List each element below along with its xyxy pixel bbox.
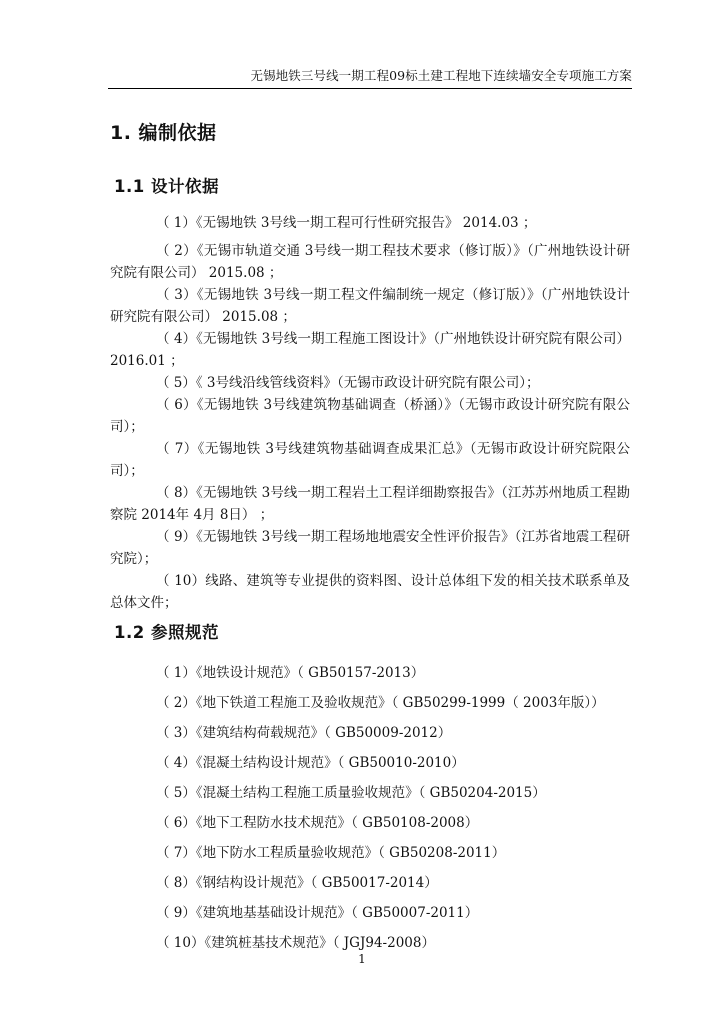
list-item: （ 1）《无锡地铁 3号线一期工程可行性研究报告》 2014.03 ； bbox=[156, 215, 537, 231]
list-item: （ 7）《地下防水工程质量验收规范》（ GB50208-2011） bbox=[156, 845, 506, 861]
list-item: （ 3）《建筑结构荷载规范》（ GB50009-2012） bbox=[156, 725, 452, 741]
list-item: （ 10）《建筑桩基技术规范》（ JGJ94-2008） bbox=[156, 935, 435, 951]
list-item: （ 6）《地下工程防水技术规范》（ GB50108-2008） bbox=[156, 815, 479, 831]
reference-standards-list bbox=[110, 658, 630, 958]
section-heading-1-2: 1.2 参照规范 bbox=[114, 623, 219, 642]
list-item: （ 8）《无锡地铁 3号线一期工程岩土工程详细勘察报告》（江苏苏州地质工程勘察院 2014年 4月 8日） ； bbox=[110, 485, 630, 523]
list-item: （ 6）《无锡地铁 3号线建筑物基础调查（桥涵）》（无锡市政设计研究院有限公司）； bbox=[110, 397, 630, 435]
list-item: （ 2）《地下铁道工程施工及验收规范》（ GB50299-1999（ 2003年版）） bbox=[156, 695, 605, 711]
list-item: （ 5）《 3号线沿线管线资料》（无锡市政设计研究院有限公司）； bbox=[156, 375, 540, 391]
list-item: （ 5）《混凝土结构工程施工质量验收规范》（ GB50204-2015） bbox=[156, 785, 546, 801]
section-heading-1-1: 1.1 设计依据 bbox=[114, 177, 219, 196]
page-number: 1 bbox=[358, 952, 366, 966]
header-title: 无锡地铁三号线一期工程09标土建工程地下连续墙安全专项施工方案 bbox=[250, 68, 632, 83]
list-item: （ 7）《无锡地铁 3号线建筑物基础调查成果汇总》（无锡市政设计研究院限公司）； bbox=[110, 441, 630, 479]
list-item: （ 9）《无锡地铁 3号线一期工程场地地震安全性评价报告》（江苏省地震工程研究院）； bbox=[110, 529, 630, 567]
list-item: （ 10）线路、建筑等专业提供的资料图、设计总体组下发的相关技术联系单及总体文件； bbox=[110, 573, 630, 611]
list-item: （ 4）《混凝土结构设计规范》（ GB50010-2010） bbox=[156, 755, 465, 771]
list-item: （ 4）《无锡地铁 3号线一期工程施工图设计》（广州地铁设计研究院有限公司） 2016.01 ； bbox=[110, 331, 630, 369]
list-item: （ 8）《钢结构设计规范》（ GB50017-2014） bbox=[156, 875, 438, 891]
list-item: （ 2）《无锡市轨道交通 3号线一期工程技术要求（修订版）》（广州地铁设计研究院有限公司） 2015.08 ； bbox=[110, 243, 630, 281]
design-basis-list bbox=[110, 212, 630, 614]
document-body bbox=[110, 118, 630, 958]
list-item: （ 3）《无锡地铁 3号线一期工程文件编制统一规定（修订版）》（广州地铁设计研究院有限公司） 2015.08 ； bbox=[110, 287, 630, 325]
page-header bbox=[108, 62, 632, 89]
section-heading-1: 1. 编制依据 bbox=[110, 122, 217, 144]
list-item: （ 1）《地铁设计规范》（ GB50157-2013） bbox=[156, 665, 425, 681]
list-item: （ 9）《建筑地基基础设计规范》（ GB50007-2011） bbox=[156, 905, 479, 921]
